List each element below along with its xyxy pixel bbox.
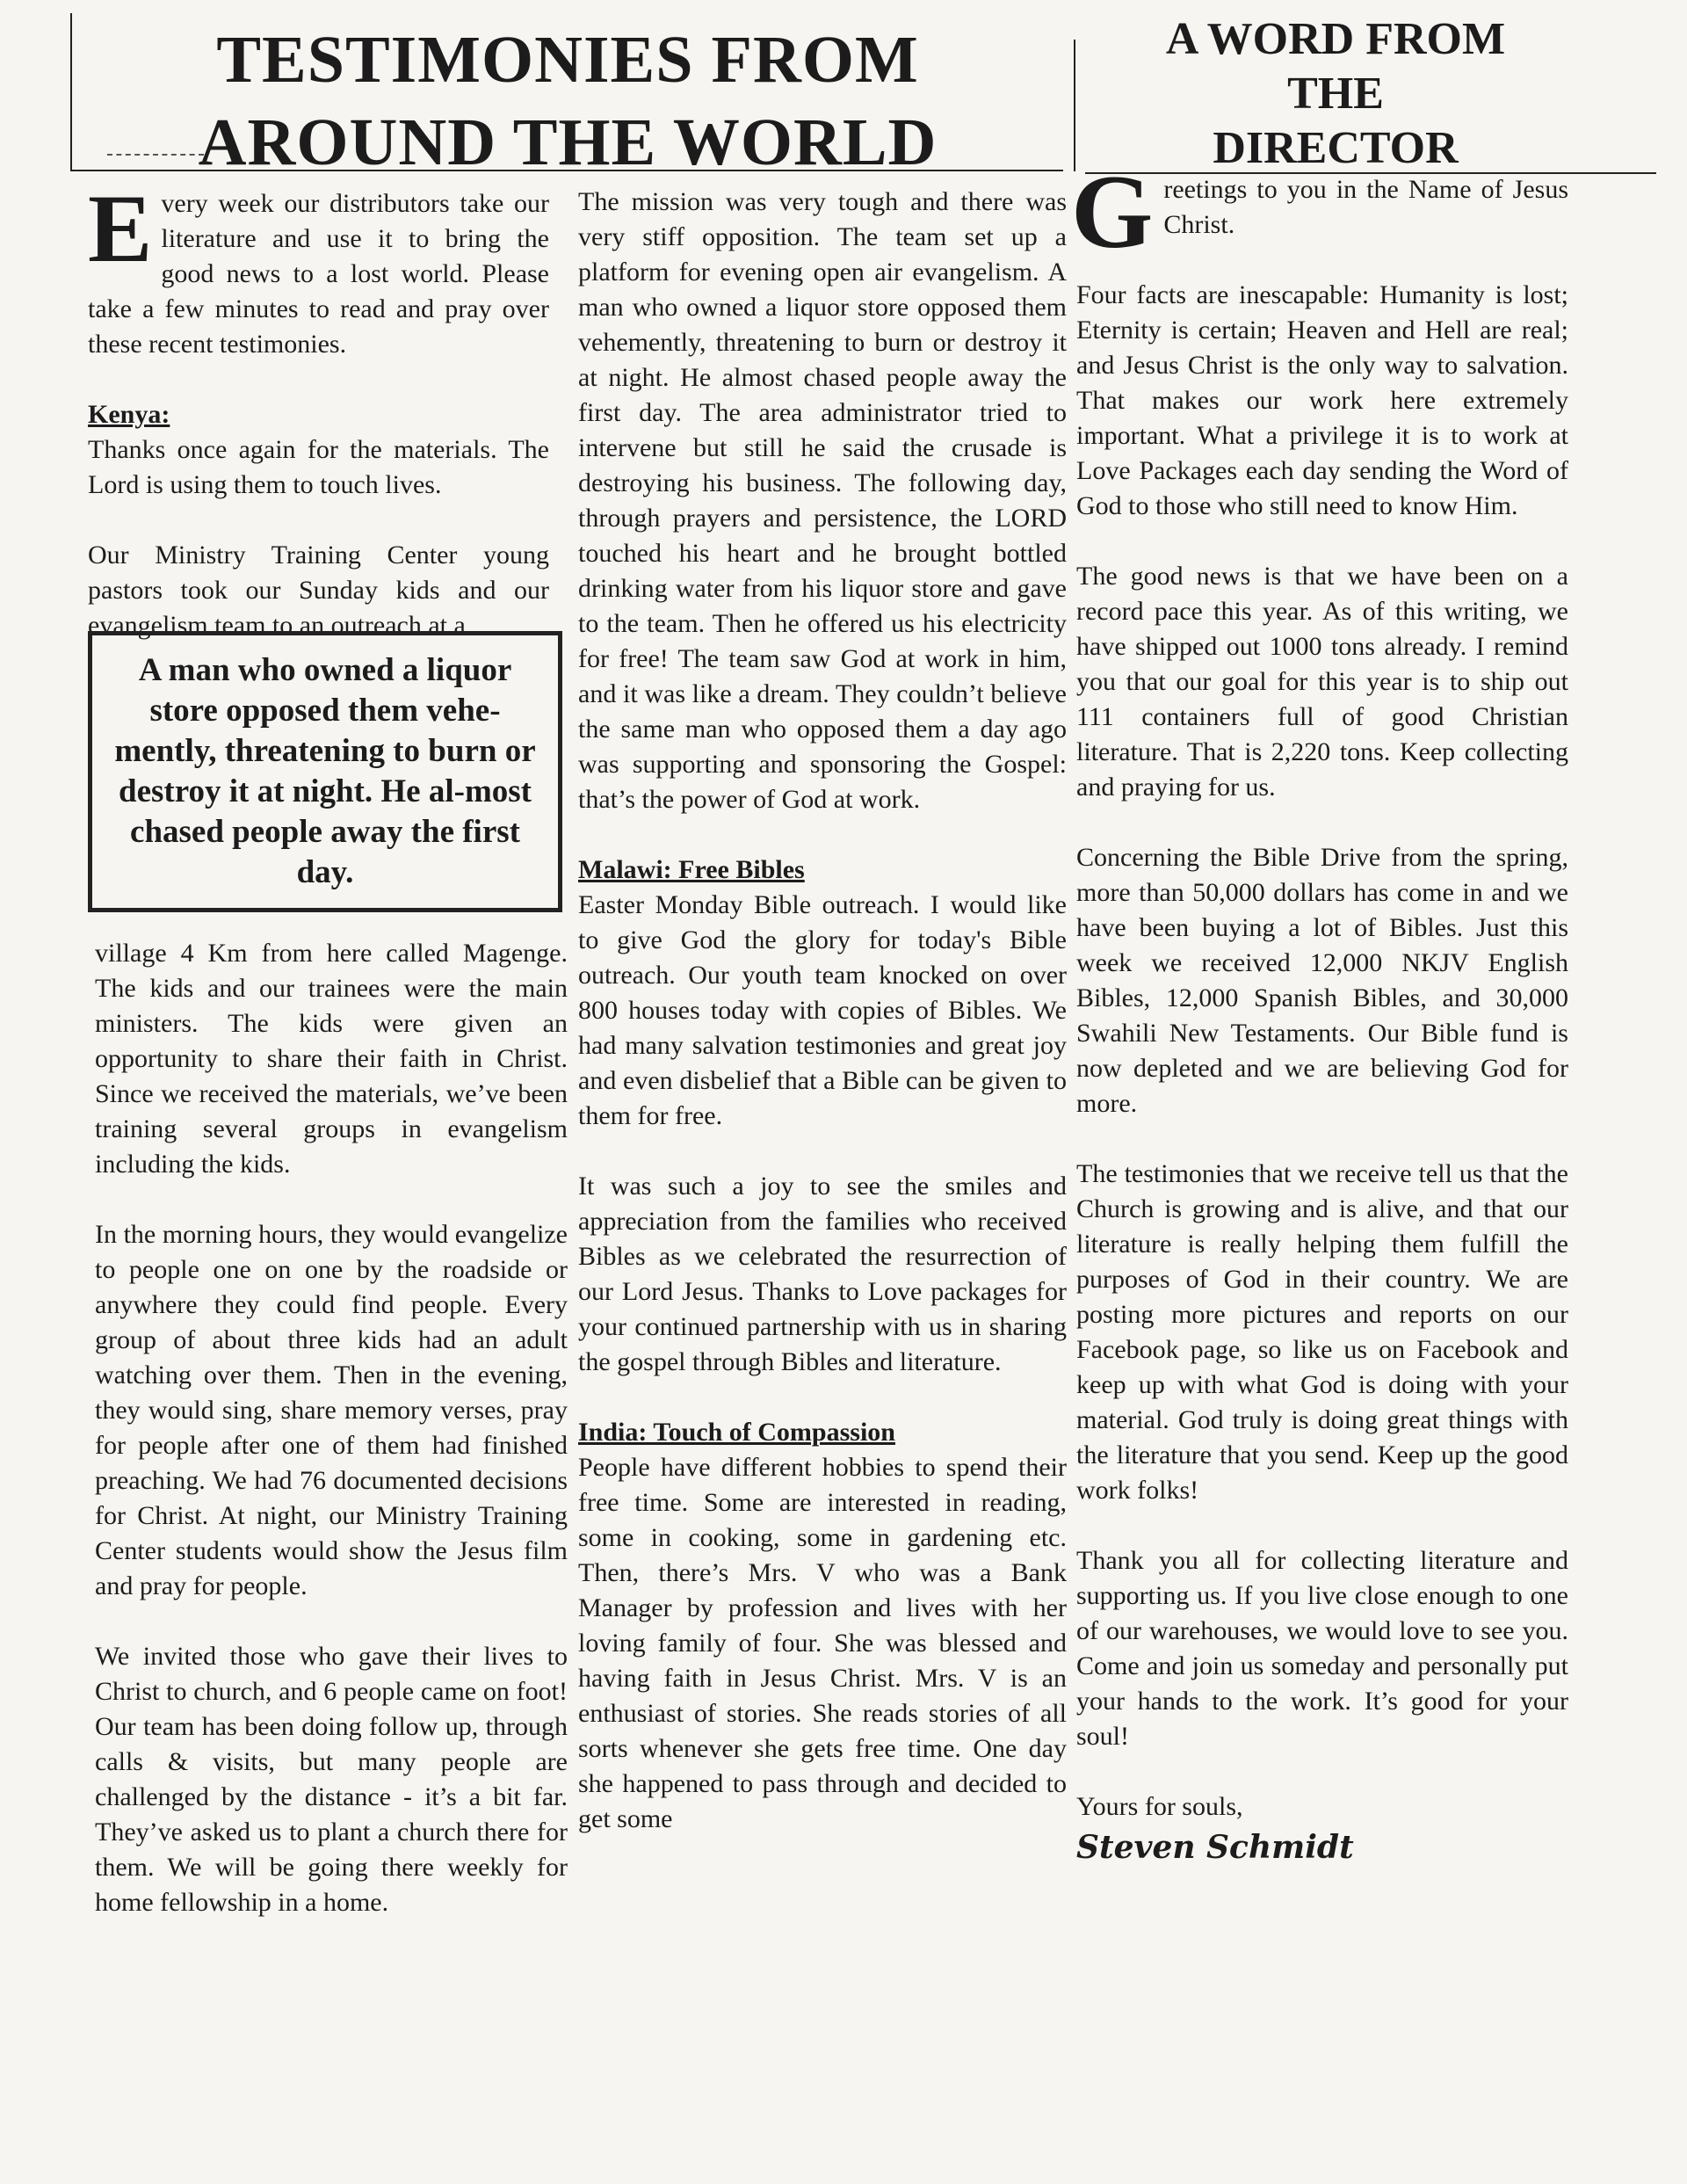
director-dropcap: G: [1071, 153, 1154, 270]
intro-text: very week our distributors take our literature and use it to bring the good news to a lost world. Please take a few minutes to read and pray over these recent testimonies.: [88, 189, 549, 359]
kenya-p2-start: Our Ministry Training Center young pastors took our Sunday kids and our evangelism team to an outreach at a: [88, 541, 549, 640]
title-box: [70, 13, 1063, 179]
kenya-p3: In the morning hours, they would evangelize to people one on one by the roadside or anywhere they could find people. Every group of about three kids had an adult watching over them. Then in the evening, they would sing, share memory verses, pray for people after one of them had finished preaching. We had 76 documented decisions for Christ. At night, our Ministry Training Center students would show the Jesus film and pray for people.: [95, 1220, 568, 1600]
kenya-p1: [88, 397, 549, 503]
title-dash-mark: [107, 154, 204, 156]
india-p1-text: People have different hobbies to spend their free time. Some are interested in reading, some in cooking, some in gardening etc. Then, there’s Mrs. V who was a Bank Manager by profession and lives with her loving family of four. She was blessed and having faith in Jesus Christ. Mrs. V is an enthusiast of stories. She reads stories of all sorts whenever she gets free time. One day she happened to pass through and decided to get some: [578, 1453, 1067, 1833]
kenya-p4: We invited those who gave their lives to Christ to church, and 6 people came on foot! Our team has been doing follow up, through calls & visits, but many people are challenged by the distance - it’s a bit far. They’ve asked us to plant a church there for them. We will be going there weekly for home fellowship in a home.: [95, 1642, 568, 1917]
pull-quote-text: A man who owned a liquor store opposed them vehe-mently, threatening to burn or destroy it at night. He al-most chased people away the first day.: [114, 652, 536, 890]
director-closing: [1076, 1789, 1568, 1865]
director-title-line-1: A WORD FROM: [1165, 14, 1506, 64]
malawi-p1: [578, 853, 1067, 1134]
director-p4: The testimonies that we receive tell us that the Church is growing and is alive, and that our literature is really helping them fulfill the purposes of God in their country. We are posting more pictures and reports on our Facebook page, so like us on Facebook and keep up with what God is doing with your material. God truly is doing great things with the literature that you send. Keep up the good work folks!: [1076, 1159, 1568, 1505]
page-title: [72, 18, 1063, 184]
director-greeting-text: reetings to you in the Name of Jesus Christ.: [1163, 175, 1568, 239]
title-line-1: TESTIMONIES FROM: [216, 23, 919, 97]
director-p2: The good news is that we have been on a record pace this year. As of this writing, we have shipped out 1000 tons already. I remind you that our goal for this year is to ship out 111 containers full of good Christian literature. That is 2,220 tons. Keep collecting and praying for us.: [1076, 562, 1568, 802]
pull-quote: [88, 631, 562, 912]
malawi-p1-text: Easter Monday Bible outreach. I would like to give God the glory for today's Bible outreach. Our youth team knocked on over 800 houses today with copies of Bibles. We had many salvation testimonies and great joy and even disbelief that a Bible can be given to them for free.: [578, 890, 1067, 1130]
col2-p1: The mission was very tough and there was very stiff opposition. The team set up a platform for evening open air evangelism. A man who owned a liquor store opposed them vehemently, threatening to burn or destroy it at night. He almost chased people away the first day. The area administrator tried to intervene but still he said the crusade is destroying his business. The following day, through prayers and persistence, the LORD touched his heart and he brought bottled drinking water from his liquor store and gave to the team. Then he offered us his electricity for free! The team saw God at work in him, and it was like a dream. They couldn’t believe the same man who opposed them a day ago was supporting and sponsoring the Gospel: that’s the power of God at work.: [578, 187, 1067, 814]
director-p3: Concerning the Bible Drive from the spring, more than 50,000 dollars has come in and we have been buying a lot of Bibles. Just this week we received 12,000 NKJV English Bibles, 12,000 Spanish Bibles, and 30,000 Swahili New Testaments. Our Bible fund is now depleted and we are believing God for more.: [1076, 843, 1568, 1118]
column-2: [578, 185, 1067, 1837]
kenya-p1-text: Thanks once again for the materials. The Lord is using them to touch lives.: [88, 435, 549, 499]
column-3-director: [1071, 153, 1568, 1866]
signature: Steven Schmidt: [1076, 1829, 1354, 1866]
director-title-line-2: THE: [1287, 69, 1384, 119]
kenya-p2-continued: village 4 Km from here called Magenge. The kids and our trainees were the main ministers. The kids were given an opportunity to share their faith in Christ. Since we received the materials, we’ve been training several groups in evangelism including the kids.: [95, 939, 568, 1179]
director-title: [1090, 12, 1582, 176]
malawi-heading: Malawi: Free Bibles: [578, 855, 805, 884]
india-p1: [578, 1415, 1067, 1837]
director-p1: Four facts are inescapable: Humanity is lost; Eternity is certain; Heaven and Hell are real; and Jesus Christ is the only way to salvation. That makes our work here extremely important. What a privilege it is to work at Love Packages each day sending the Word of God to those who still need to know Him.: [1076, 280, 1568, 520]
title-line-2: AROUND THE WORLD: [198, 105, 938, 179]
director-greeting: [1071, 153, 1568, 270]
kenya-heading: Kenya:: [88, 400, 170, 429]
malawi-p2: It was such a joy to see the smiles and appreciation from the families who received Bibles as we celebrated the resurrection of our Lord Jesus. Thanks to Love packages for your continued partnership with us in sharing the gospel through Bibles and literature.: [578, 1172, 1067, 1376]
director-title-line-3: DIRECTOR: [1213, 123, 1459, 173]
column-1-upper: [88, 175, 549, 678]
closing-text: Yours for souls,: [1076, 1792, 1243, 1821]
intro-dropcap: E: [88, 175, 153, 282]
intro-paragraph: [88, 175, 549, 362]
column-1-lower: [95, 936, 568, 1920]
director-p5: Thank you all for collecting literature and supporting us. If you live close enough to one of our warehouses, we would love to see you. Come and join us someday and personally put your hands to the work. It’s good for your soul!: [1076, 1546, 1568, 1751]
india-heading: India: Touch of Compassion: [578, 1418, 895, 1447]
